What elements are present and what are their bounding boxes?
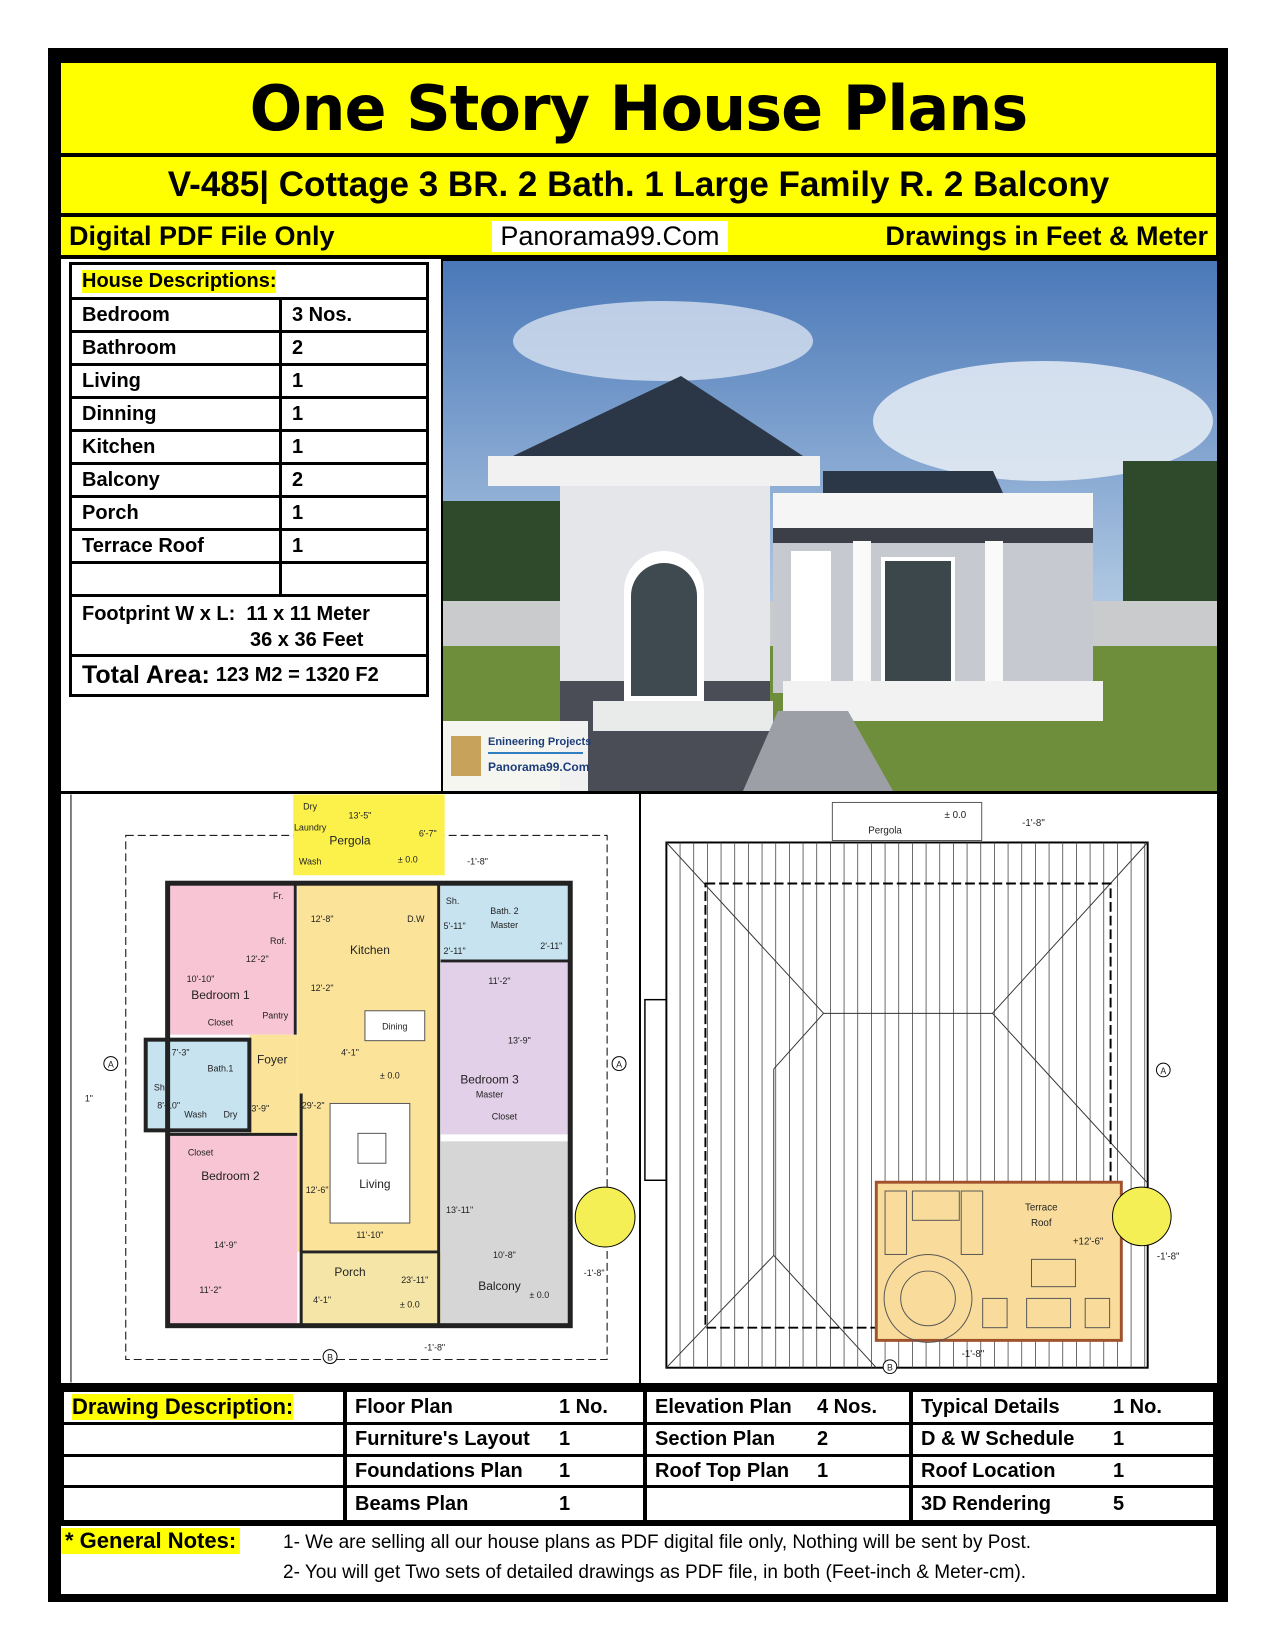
room-label: Pantry — [262, 1010, 289, 1021]
dimension-label: 3'-9" — [251, 1103, 270, 1114]
description-value: 1 — [292, 402, 304, 425]
drawing-item-label: Typical Details — [921, 1395, 1060, 1418]
drawing-item — [647, 1392, 909, 1422]
drawing-item-count: 1 — [559, 1428, 571, 1450]
room-label: Balcony — [478, 1278, 521, 1293]
description-label: Terrace Roof — [72, 531, 282, 561]
dimension-label: -1'-8" — [424, 1342, 446, 1353]
roof-label: Roof — [1030, 1218, 1052, 1230]
dimension-label: 23'-11" — [401, 1274, 429, 1285]
roof-label: -1'-8" — [1156, 1251, 1180, 1263]
drawing-item — [913, 1457, 1213, 1485]
roof-label: Terrace — [1025, 1202, 1058, 1214]
logo-line1: Enineering Projects — [488, 736, 592, 748]
room-label: Closet — [187, 1147, 214, 1158]
footprint-meter: 11 x 11 Meter — [246, 603, 370, 625]
dimension-label: 11'-2" — [488, 975, 511, 986]
section-marker: A — [1160, 1065, 1167, 1076]
room-label: Bedroom 1 — [191, 987, 250, 1002]
plan-subtitle: V-485| Cottage 3 BR. 2 Bath. 1 Large Family R. 2 Balcony — [61, 157, 1216, 213]
dimension-label: 12'-6" — [305, 1185, 329, 1196]
roof-label: ± 0.0 — [944, 810, 967, 822]
roof-label: -1'-8" — [961, 1348, 985, 1360]
dimension-label: 8'-10" — [157, 1100, 181, 1111]
house-rendering — [443, 261, 1217, 791]
drawing-item-label: Floor Plan — [355, 1395, 453, 1418]
roof-label: +12'-6" — [1072, 1236, 1104, 1248]
spiral-stair — [1113, 1187, 1172, 1246]
drawing-item — [347, 1425, 643, 1454]
drawing-item-count: 1 — [559, 1459, 571, 1482]
drawing-item-label: D & W Schedule — [921, 1428, 1075, 1450]
drawing-item-label: Foundations Plan — [355, 1459, 523, 1482]
description-value: 1 — [292, 534, 304, 557]
dimension-label: 2'-11" — [443, 945, 466, 956]
dimension-label: 2'-11" — [540, 940, 563, 951]
description-row — [72, 465, 426, 498]
room-label: Living — [359, 1177, 391, 1192]
dimension-label: 13'-11" — [446, 1205, 474, 1216]
description-label: Living — [72, 366, 282, 396]
dimension-label: 12'-2" — [310, 982, 334, 993]
drawing-item — [913, 1488, 1213, 1520]
description-value: 2 — [292, 336, 304, 359]
room-label: D.W — [407, 914, 425, 925]
description-label: Bathroom — [72, 333, 282, 363]
drawing-item-count: 5 — [1113, 1492, 1125, 1515]
drawing-item — [647, 1457, 909, 1485]
floor-plan — [61, 794, 639, 1383]
room-bedroom-2 — [168, 1134, 298, 1325]
dimension-label: 12'-8" — [310, 914, 334, 925]
room-label: Dry — [223, 1109, 238, 1120]
note-2: 2- You will get Two sets of detailed drawings as PDF file, in both (Feet-inch & Meter-cm). — [283, 1562, 1027, 1583]
drawing-item — [913, 1392, 1213, 1422]
room-label: Dry — [303, 801, 318, 812]
terrace-roof — [876, 1182, 1121, 1340]
room-label: Master — [490, 920, 519, 931]
room-label: Porch — [334, 1264, 366, 1279]
room-label: Laundry — [293, 822, 327, 833]
total-area — [72, 657, 426, 694]
dimension-label: 1" — [84, 1093, 93, 1104]
drawing-item-count: 2 — [817, 1428, 829, 1450]
drawing-description-title: Drawing Description: — [72, 1394, 294, 1419]
drawing-item — [913, 1425, 1213, 1454]
description-value: 1 — [292, 435, 304, 458]
drawing-item-count: 1 No. — [1113, 1395, 1162, 1418]
dimension-label: -1'-8" — [467, 856, 488, 867]
total-area-label: Total Area: — [82, 661, 210, 689]
drawing-item-label: Section Plan — [655, 1428, 776, 1450]
dimension-label: ± 0.0 — [397, 854, 418, 865]
dimension-label: 13'-9" — [508, 1035, 531, 1046]
page-title: One Story House Plans — [61, 63, 1216, 153]
room-label: Pergola — [329, 833, 371, 848]
room-label: Master — [475, 1089, 504, 1100]
room-label: Wash — [298, 856, 322, 867]
dimension-label: ± 0.0 — [379, 1070, 400, 1081]
drawing-item-count: 4 Nos. — [817, 1395, 878, 1418]
roof-label: -1'-8" — [1022, 817, 1045, 829]
room-balcony — [441, 1141, 571, 1325]
dimension-label: 29'-2" — [301, 1100, 325, 1111]
drawing-item-count: 1 — [1113, 1428, 1125, 1450]
roof-label: Pergola — [868, 825, 902, 837]
drawing-item-count: 1 — [1113, 1459, 1125, 1482]
dimension-label: 13'-5" — [348, 810, 372, 821]
description-row — [72, 333, 426, 366]
dimension-label: 10'-8" — [493, 1249, 516, 1260]
room-label: Bedroom 3 — [460, 1072, 519, 1087]
footprint-label: Footprint W x L: — [82, 603, 236, 625]
footprint-feet: 36 x 36 Feet — [250, 629, 364, 651]
logo-line2: Panorama99.Com — [488, 760, 590, 774]
description-label: Porch — [72, 498, 282, 528]
room-bedroom-3 — [441, 961, 571, 1134]
drawing-item-count: 1 — [559, 1492, 571, 1515]
drawing-item-label: Furniture's Layout — [355, 1428, 530, 1450]
description-label: Dinning — [72, 399, 282, 429]
dimension-label: ± 0.0 — [529, 1289, 550, 1300]
description-label: Kitchen — [72, 432, 282, 462]
drawing-item-label: Beams Plan — [355, 1492, 469, 1515]
total-area-value: 123 M2 = 1320 F2 — [215, 664, 379, 686]
dimension-label: -1'-8" — [583, 1267, 605, 1278]
description-label: Balcony — [72, 465, 282, 495]
description-row — [72, 498, 426, 531]
description-row — [72, 300, 426, 333]
units-label: Drawings in Feet & Meter — [885, 220, 1208, 251]
spiral-stair — [575, 1187, 635, 1247]
description-value: 1 — [292, 369, 304, 392]
general-notes-title: * General Notes: — [61, 1528, 240, 1554]
room-label: Sh. — [153, 1082, 168, 1093]
house-descriptions-table — [69, 262, 429, 697]
room-label: Closet — [491, 1111, 518, 1122]
description-label: Bedroom — [72, 300, 282, 330]
description-value: 3 Nos. — [292, 303, 353, 326]
dimension-label: 4'-1" — [341, 1047, 359, 1058]
room-label: Bath. 2 — [490, 906, 519, 917]
house-descriptions-title: House Descriptions: — [82, 269, 277, 292]
section-marker: B — [887, 1362, 893, 1373]
description-row — [72, 366, 426, 399]
room-label: Foyer — [257, 1052, 288, 1067]
note-1: 1- We are selling all our house plans as PDF digital file only, Nothing will be sent by Post. — [283, 1532, 1032, 1553]
dimension-label: 10'-10" — [186, 973, 215, 984]
description-row — [72, 399, 426, 432]
description-row — [72, 432, 426, 465]
dimension-label: ± 0.0 — [399, 1299, 420, 1310]
drawing-item-count: 1 No. — [559, 1395, 608, 1418]
section-marker: A — [616, 1059, 623, 1070]
dimension-label: 5'-11" — [443, 921, 466, 932]
info-bar — [61, 217, 1216, 255]
dimension-label: 6'-7" — [418, 828, 437, 839]
drawing-item-label: Roof Location — [921, 1459, 1056, 1482]
digital-only-label: Digital PDF File Only — [69, 220, 335, 251]
drawing-item — [347, 1488, 643, 1520]
room-label: Kitchen — [350, 942, 390, 957]
room-label: Wash — [184, 1109, 207, 1120]
general-notes — [61, 1526, 1216, 1594]
dimension-label: 11'-10" — [356, 1229, 384, 1240]
drawing-item-label: Elevation Plan — [655, 1395, 792, 1418]
room-porch — [301, 1252, 441, 1326]
dimension-label: 12'-2" — [245, 953, 269, 964]
room-label: Bath.1 — [207, 1063, 234, 1074]
drawing-item-label: 3D Rendering — [921, 1492, 1052, 1515]
drawing-item-count: 1 — [817, 1459, 829, 1482]
drawing-item — [647, 1425, 909, 1454]
site-link[interactable]: Panorama99.Com — [492, 221, 727, 252]
room-label: Rof. — [270, 936, 287, 946]
description-row — [72, 531, 426, 564]
dimension-label: 11'-2" — [199, 1284, 222, 1295]
description-value: 1 — [292, 501, 304, 524]
section-marker: B — [327, 1352, 334, 1363]
description-value: 2 — [292, 468, 304, 491]
roof-plan — [641, 794, 1217, 1383]
dimension-label: 7'-3" — [171, 1047, 190, 1058]
drawing-item — [347, 1392, 643, 1422]
drawing-item — [347, 1457, 643, 1485]
footprint — [72, 597, 426, 657]
room-label: Sh. — [445, 896, 460, 907]
dimension-label: 14'-9" — [214, 1239, 237, 1250]
room-label: Fr. — [273, 891, 284, 902]
room-label: Closet — [207, 1017, 234, 1028]
dimension-label: 4'-1" — [313, 1294, 332, 1305]
room-foyer — [249, 1035, 297, 1135]
drawing-item-label: Roof Top Plan — [655, 1459, 790, 1482]
room-label: Dining — [382, 1021, 408, 1032]
section-marker: A — [107, 1059, 114, 1070]
drawing-description-table — [61, 1389, 1216, 1523]
room-label: Bedroom 2 — [201, 1169, 260, 1184]
